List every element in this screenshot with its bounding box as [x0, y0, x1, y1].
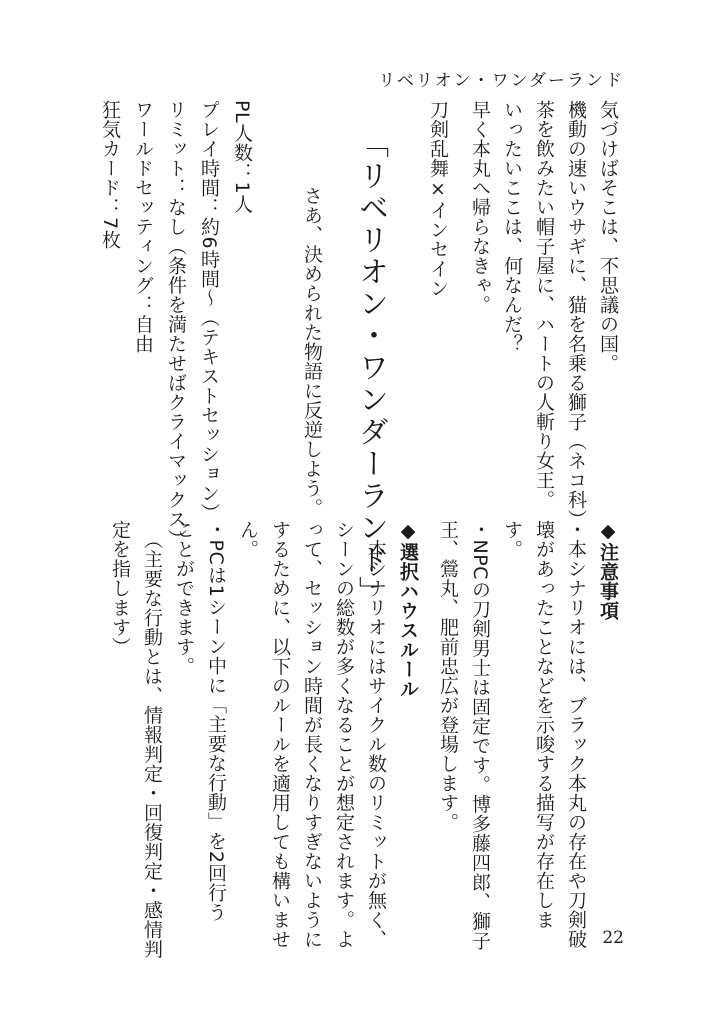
- house-rules-line: するために、以下のルールを適用しても構いませ: [269, 520, 291, 949]
- scenario-title: [346, 128, 394, 608]
- page-number: 22: [602, 928, 624, 948]
- spec-item: プレイ時間：約6時間～（テキストセッション）: [198, 100, 220, 523]
- scenario-title-text: 「リベリオン・ワンダーランド」: [353, 128, 388, 608]
- house-rules-line: って、セッション時間が長くなりすぎないように: [301, 520, 323, 949]
- spec-item: リミット：なし（条件を満たせばクライマックス）: [165, 100, 187, 549]
- intro-line: 茶を飲みたい帽子屋に、ハートの人斬り女王。: [533, 100, 555, 510]
- notes-line: 壊があったことなどを示唆する描写が存在しま: [533, 520, 555, 930]
- notes-heading: ◆注意事項: [597, 520, 619, 621]
- tagline: [296, 186, 328, 518]
- notes-line: 王、鶯丸、肥前忠広が登場します。: [437, 520, 459, 832]
- house-rules-heading: ◆選択ハウスルール: [397, 520, 419, 699]
- tagline-text: さあ、決められた物語に反逆しよう。: [301, 186, 323, 518]
- intro-text: [464, 100, 624, 529]
- notes-line: す。: [501, 520, 523, 559]
- house-rules-line: （主要な行動とは、情報判定・回復判定・感情判: [141, 520, 163, 959]
- intro-line: いったいここは、何なんだ？: [501, 100, 523, 354]
- house-rules-line: ん。: [237, 520, 259, 559]
- notes-line: ・本シナリオには、ブラック本丸の存在や刀剣破: [565, 520, 587, 949]
- notes-line: ・NPCの刀剣男士は固定です。博多藤四郎、獅子: [469, 520, 491, 951]
- house-rules-line: ことができます。: [173, 520, 195, 676]
- house-rules-section: [104, 520, 424, 959]
- running-header: リベリオン・ワンダーランド: [378, 71, 624, 91]
- intro-line: 機動の速いウサギに、猫を名乗る獅子（ネコ科）: [565, 100, 587, 529]
- house-rules-line: シーンの総数が多くなることが想定されます。よ: [333, 520, 355, 949]
- spec-item: ワールドセッティング：自由: [132, 100, 154, 354]
- scenario-specs: [93, 100, 258, 549]
- house-rules-line: 定を指します）: [109, 520, 131, 657]
- intro-line: 気づけばそこは、不思議の国。: [597, 100, 619, 373]
- system-label: [422, 100, 454, 480]
- system-label-text: 刀剣乱舞×インセイン: [427, 100, 449, 298]
- house-rules-line: ・PCは1シーン中に「主要な行動」を2回行う: [205, 520, 227, 922]
- spec-item: PL人数：1人: [231, 100, 253, 214]
- intro-line: 早く本丸へ帰らなきゃ。: [469, 100, 491, 315]
- house-rules-line: 本シナリオにはサイクル数のリミットが無く、: [365, 520, 387, 949]
- spec-item: 狂気カード：7枚: [99, 100, 121, 250]
